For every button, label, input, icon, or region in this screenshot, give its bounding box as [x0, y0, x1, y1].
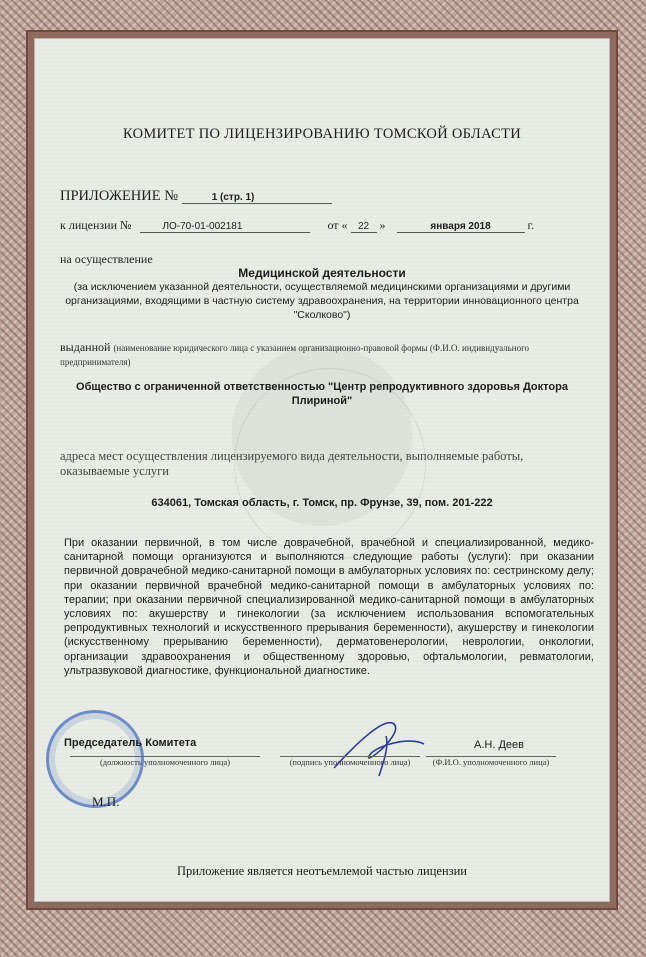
- signer-position: Председатель Комитета: [64, 737, 197, 749]
- license-appendix-sheet: [34, 38, 610, 902]
- license-from: от «: [327, 218, 348, 232]
- address-label: адреса мест осуществления лицензируемого вида деятельности, выполняемые работы, оказываемые услуги: [60, 449, 524, 478]
- appendix-number: 1 (стр. 1): [182, 192, 332, 204]
- page-title: КОМИТЕТ ПО ЛИЦЕНЗИРОВАНИЮ ТОМСКОЙ ОБЛАСТИ: [122, 126, 522, 142]
- license-day: 22: [351, 221, 377, 233]
- license-date: января 2018: [397, 221, 525, 233]
- issued-block: [60, 341, 590, 369]
- license-year-suffix: г.: [527, 218, 535, 232]
- activity-note: (за исключением указанной деятельности, осуществляемой медицинскими организациями и другими организациями, входящими в частную систему здравоохранения, на территории инновационного центра "Сколково"): [65, 281, 579, 321]
- position-hint: (должность уполномоченного лица): [70, 756, 260, 767]
- signer-name: А.Н. Деев: [474, 739, 524, 751]
- signature-hint: (подпись уполномоченного лица): [280, 756, 420, 767]
- license-line: [60, 218, 534, 233]
- services-text: При оказании первичной, в том числе доврачебной, врачебной и специализированной, медико-санитарной помощи организуются и выполняются следующие работы (услуги): при оказании первичной доврачебной медико-санитарной помощи в амбулаторных условиях по: сестринскому делу; при оказании первичной врачебной медико-санитарной помощи в амбулаторных условиях по: терапии; при оказании первичной специализированной медико-санитарной помощи в амбулаторных условиях по: акушерству и гинекологии (за исключением использования вспомогательных репродуктивных технологий и искусственного прерывания беременности), акушерству и гинекологии (искусственному прерыванию беременности), дерматовенерологии, неврологии, онкологии, организации здравоохранения и общественному здоровью, офтальмологии, ревматологии, ультразвуковой диагностике, функциональной диагностике.: [64, 537, 594, 677]
- appendix-line: [60, 188, 332, 205]
- address-value: 634061, Томская область, г. Томск, пр. Фрунзе, 39, пом. 201-222: [151, 497, 493, 509]
- activity-intro: на осуществление: [60, 252, 153, 266]
- seal-place-label: М.П.: [92, 794, 120, 809]
- footer-note: Приложение является неотъемлемой частью лицензии: [177, 864, 467, 878]
- organization-name: Общество с ограниченной ответственностью "Центр репродуктивного здоровья Доктора Плириной": [76, 381, 568, 407]
- license-close-quote: »: [379, 218, 386, 232]
- signature-icon: [324, 706, 434, 786]
- license-prefix: к лицензии №: [60, 218, 132, 232]
- name-hint: (Ф.И.О. уполномоченного лица): [426, 756, 556, 767]
- issued-label: выданной: [60, 340, 111, 354]
- license-number: ЛО-70-01-002181: [140, 221, 310, 233]
- activity-name: Медицинской деятельности: [238, 266, 406, 280]
- appendix-label: ПРИЛОЖЕНИЕ №: [60, 188, 179, 204]
- issued-hint: (наименование юридического лица с указанием организационно-правовой формы (Ф.И.О. индивидуального предпринимателя): [60, 343, 530, 367]
